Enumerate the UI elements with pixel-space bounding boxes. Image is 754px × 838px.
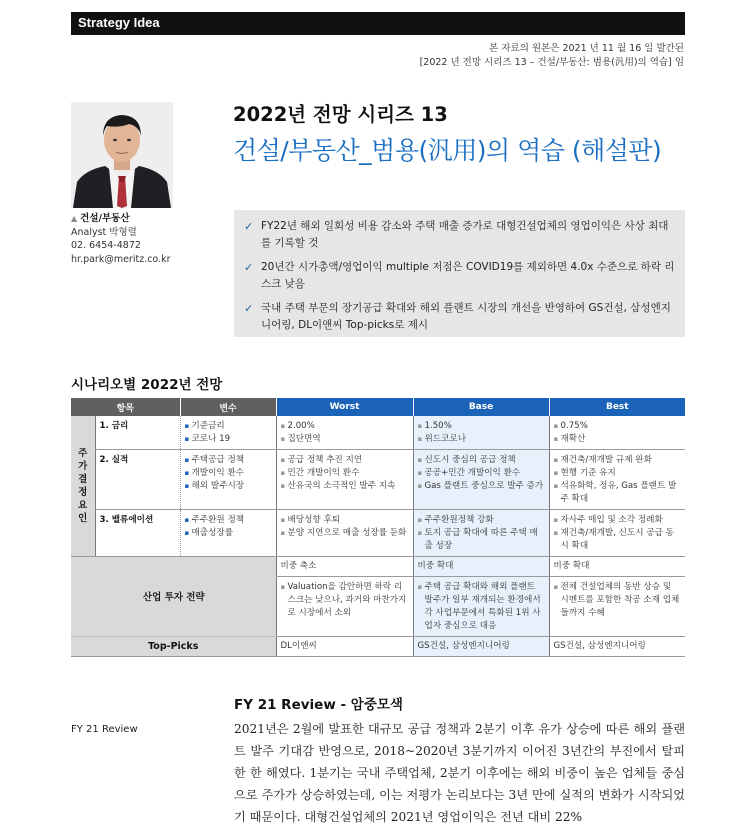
header-best: Best — [549, 398, 685, 416]
analyst-email[interactable]: hr.park@meritz.co.kr — [71, 253, 171, 265]
triangle-icon: ▲ — [71, 214, 78, 223]
analyst-photo — [71, 102, 173, 208]
side-label: 주가결정요인 — [71, 416, 95, 557]
source-line-1: 본 자료의 원본은 2021 년 11 월 16 일 발간된 — [489, 43, 684, 54]
report-title: 건설/부동산_범용(汎用)의 역습 (해설판) — [233, 136, 662, 165]
header-variable: 변수 — [180, 398, 276, 416]
var-text: ▪ 코로나 19 — [185, 433, 273, 446]
summary-box — [234, 210, 685, 337]
source-line-2: [2022 년 전망 시리즈 13 – 건설/부동산: 범용(汎用)의 역습] 임 — [419, 57, 684, 68]
analyst-info — [71, 212, 171, 266]
strategy-label: 산업 투자 전략 — [71, 557, 276, 637]
header-label: Strategy Idea — [78, 15, 160, 30]
worst-cell: ▪ 배당성향 후퇴 ▪ 분양 지연으로 매출 성장률 둔화 — [276, 510, 413, 557]
review-body: 2021년은 2월에 발표한 대규모 공급 정책과 2분기 이후 유가 상승에 따른 해외 플랜트 발주 기대감 반영으로, 2018~2020년 3분기까지 이어진 3년간의 부진에서 탈피한 한 해였다. 1분기는 국내 주택업체, 2분기 이후에는 해외 비중이 높은 업체들 중심으로 주가가 상승하였는데, 이는 저평가 논리보다는 3년 만에 실적의 변화가 시작되었기 때문이다. 대형건설업체의 2021년 영업이익은 전년 대비 22% — [234, 722, 685, 824]
scenario-title: 시나리오별 2022년 전망 — [71, 377, 223, 393]
strategy-weight-row — [71, 557, 685, 577]
row-vars — [180, 416, 276, 450]
worst-weight: 비중 축소 — [276, 557, 413, 577]
header-item: 항목 — [71, 398, 180, 416]
table-row — [71, 416, 685, 450]
table-header-row — [71, 398, 685, 416]
analyst-sector-row — [71, 212, 171, 226]
toppicks-row — [71, 637, 685, 657]
var-text: ▪ 기준금리 — [185, 420, 273, 433]
analyst-phone: 02. 6454-4872 — [71, 240, 141, 251]
row-vars: ▪ 주주환원 정책 ▪ 매출성장률 — [180, 510, 276, 557]
check-icon: ✓ — [244, 302, 254, 315]
summary-item — [242, 259, 677, 293]
worst-cell: ▪ 공급 정책 추진 지연 ▪ 민간 개발이익 환수 ▪ 산유국의 소극적인 발주 지속 — [276, 450, 413, 510]
scenario-table — [71, 398, 685, 657]
best-cell: ▪ 0.75% ▪ 재확산 — [549, 416, 685, 450]
check-icon: ✓ — [244, 261, 254, 274]
summary-text: FY22년 해외 일회성 비용 감소와 주택 매출 증가로 대형건설업체의 영업이익은 사상 최대를 기록할 것 — [261, 220, 669, 249]
review-side-label: FY 21 Review — [71, 724, 138, 735]
analyst-sector: 건설/부동산 — [80, 213, 130, 224]
row-vars: ▪ 주택공급 정책 ▪ 개발이익 환수 ▪ 해외 발주시장 — [180, 450, 276, 510]
review-title: FY 21 Review - 암중모색 — [234, 697, 403, 713]
header-bar — [71, 12, 685, 35]
best-cell: ▪ 재건축/재개발 규제 완화 ▪ 현행 기준 유지 ▪ 석유화학, 정유, Gas 플랜트 발주 확대 — [549, 450, 685, 510]
header-base: Base — [413, 398, 549, 416]
base-cell: ▪ 주주환원정책 강화 ▪ 토지 공급 확대에 따른 주택 매출 성장 — [413, 510, 549, 557]
row-label: 1. 금리 — [95, 416, 180, 450]
base-cell: ▪ 1.50% ▪ 위드코로나 — [413, 416, 549, 450]
table-row — [71, 450, 685, 510]
table-row — [71, 510, 685, 557]
series-title: 2022년 전망 시리즈 13 — [233, 103, 448, 126]
base-weight: 비중 확대 — [413, 557, 549, 577]
base-cell: ▪ 신도시 중심의 공급 정책 ▪ 공공+민간 개발이익 환수 ▪ Gas 플랜트 중심으로 발주 증가 — [413, 450, 549, 510]
row-label: 2. 실적 — [95, 450, 180, 510]
toppicks-label: Top-Picks — [71, 637, 276, 657]
check-icon: ✓ — [244, 220, 254, 233]
header-worst: Worst — [276, 398, 413, 416]
toppicks-base: GS건설, 삼성엔지니어링 — [413, 637, 549, 657]
summary-text: 국내 주택 부문의 장기공급 확대와 해외 플랜트 시장의 개선을 반영하여 GS건설, 삼성엔지니어링, DL이앤씨 Top-picks로 제시 — [261, 302, 671, 331]
best-weight: 비중 확대 — [549, 557, 685, 577]
source-note — [284, 42, 684, 70]
toppicks-worst: DL이앤씨 — [276, 637, 413, 657]
summary-text: 20년간 시가총액/영업이익 multiple 저점은 COVID19를 제외하면 4.0x 수준으로 하락 리스크 낮음 — [261, 261, 675, 290]
toppicks-best: GS건설, 삼성엔지니어링 — [549, 637, 685, 657]
analyst-portrait-icon — [71, 102, 173, 208]
summary-item — [242, 218, 677, 252]
worst-cell: ▪ 2.00% ▪ 집단면역 — [276, 416, 413, 450]
base-strategy: ▪ 주택 공급 확대와 해외 플랜트 발주가 일부 재개되는 환경에서 각 사업부문에서 특화된 1위 사업자 중심으로 대응 — [413, 577, 549, 637]
row-label: 3. 밸류에이션 — [95, 510, 180, 557]
best-strategy: ▪ 전체 건설업체의 동반 상승 및 시멘트를 포함한 착공 소재 업체들까지 수혜 — [549, 577, 685, 637]
best-cell: ▪ 자사주 매입 및 소각 정례화 ▪ 재건축/재개발, 신도시 공급 동시 확대 — [549, 510, 685, 557]
analyst-name: Analyst 박형렬 — [71, 226, 137, 238]
summary-item — [242, 300, 677, 334]
worst-strategy: ▪ Valuation을 감안하면 하락 리스크는 낮으나, 과거와 마찬가지로 시장에서 소외 — [276, 577, 413, 637]
